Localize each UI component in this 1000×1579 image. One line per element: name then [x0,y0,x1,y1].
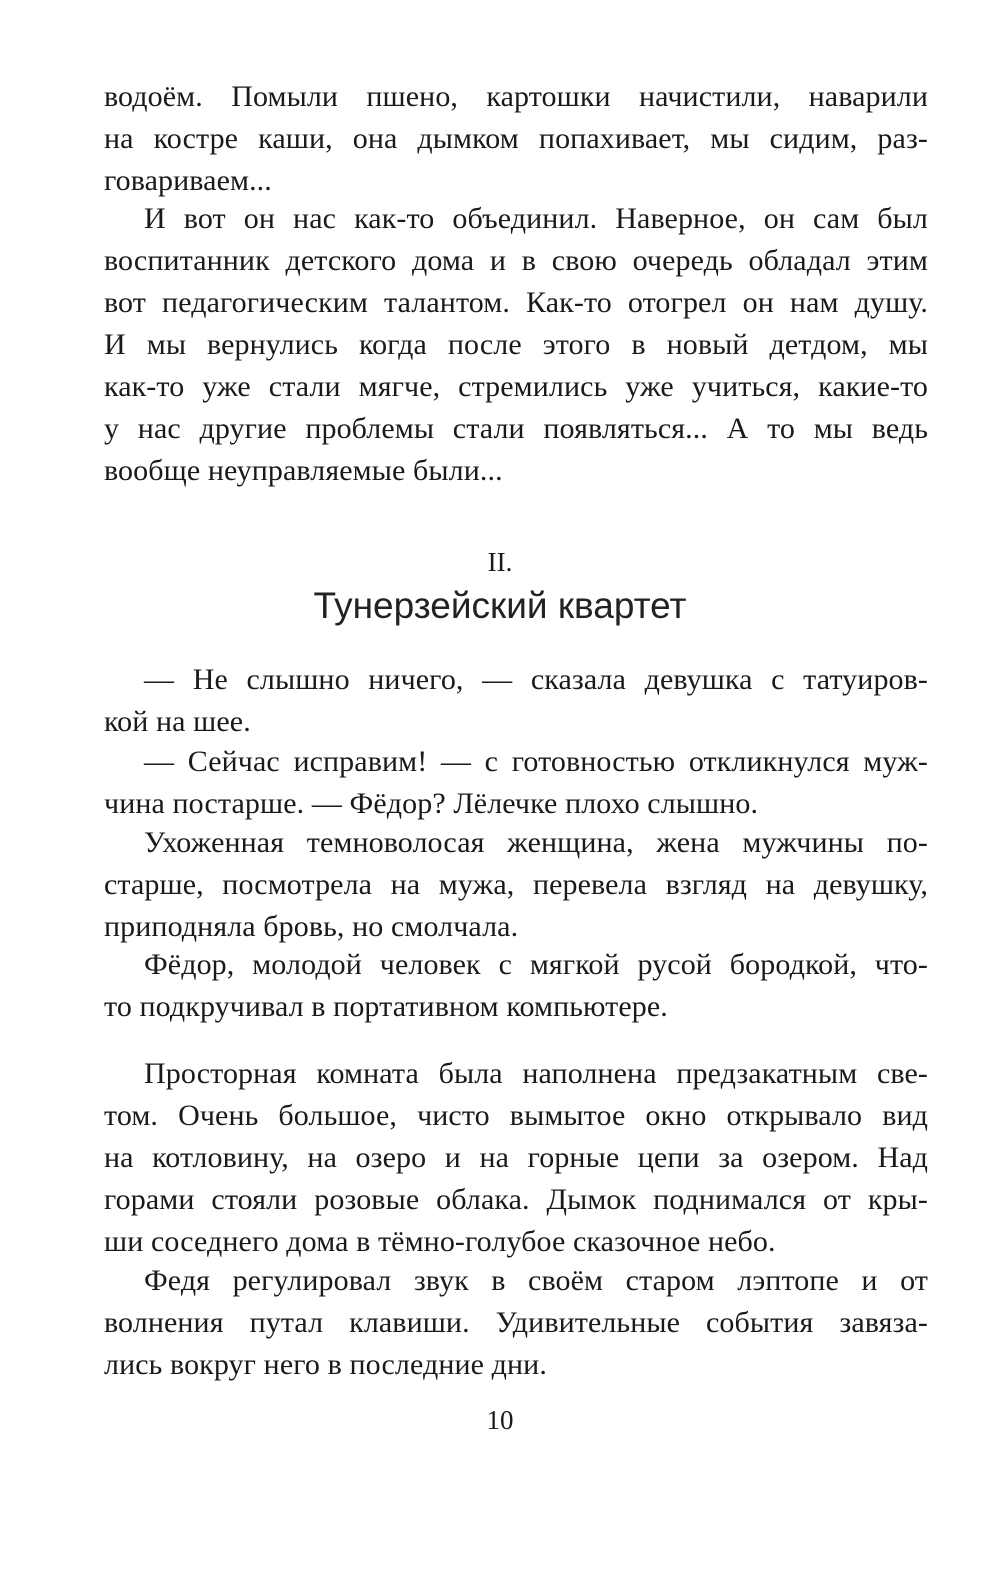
text-line: как-то уже стали мягче, стремились уже учиться, какие-то [104,370,928,403]
text-line: старше, посмотрела на мужа, перевела взгляд на девушку, [104,868,928,901]
page-number: 10 [486,1405,514,1435]
text-line: Федя регулировал звук в своём старом лэптопе и от [144,1264,928,1297]
text-line: Просторная комната была наполнена предзакатным све- [144,1057,928,1090]
text-line: Ухоженная темноволосая женщина, жена мужчины по- [144,826,928,859]
text-line: вот педагогическим талантом. Как-то отогрел он нам душу. [104,286,928,319]
text-line: говариваем... [104,164,272,197]
text-line: кой на шее. [104,705,251,738]
text-line: у нас другие проблемы стали появляться... А то мы ведь [104,412,928,445]
text-line: ши соседнего дома в тёмно-голубое сказочное небо. [104,1225,776,1258]
text-line: том. Очень большое, чисто вымытое окно открывало вид [104,1099,928,1132]
text-line: на котловину, на озеро и на горные цепи за озером. Над [104,1141,928,1174]
text-line: горами стояли розовые облака. Дымок поднимался от кры- [104,1183,928,1216]
text-line: И вот он нас как-то объединил. Наверное, он сам был [144,202,928,235]
text-line: воспитанник детского дома и в свою очередь обладал этим [104,244,928,277]
chapter-title: Тунерзейский квартет [313,585,687,626]
chapter-number: II. [487,547,513,577]
text-line: приподняла бровь, но смолчала. [104,910,519,943]
text-line: на костре каши, она дымком попахивает, мы сидим, раз- [104,122,928,155]
text-line: волнения путал клавиши. Удивительные события завяза- [104,1306,928,1339]
text-line: то подкручивал в портативном компьютере. [104,990,668,1023]
text-line: И мы вернулись когда после этого в новый детдом, мы [104,328,928,361]
text-line: — Не слышно ничего, — сказала девушка с татуиров- [144,663,928,696]
text-line: вообще неуправляемые были... [104,454,503,487]
text-line: — Сейчас исправим! — с готовностью откликнулся муж- [144,745,928,778]
text-line: лись вокруг него в последние дни. [104,1348,547,1381]
text-line: водоём. Помыли пшено, картошки начистили, наварили [104,80,928,113]
text-line: чина постарше. — Фёдор? Лёлечке плохо слышно. [104,787,759,820]
text-line: Фёдор, молодой человек с мягкой русой бородкой, что- [144,948,928,981]
